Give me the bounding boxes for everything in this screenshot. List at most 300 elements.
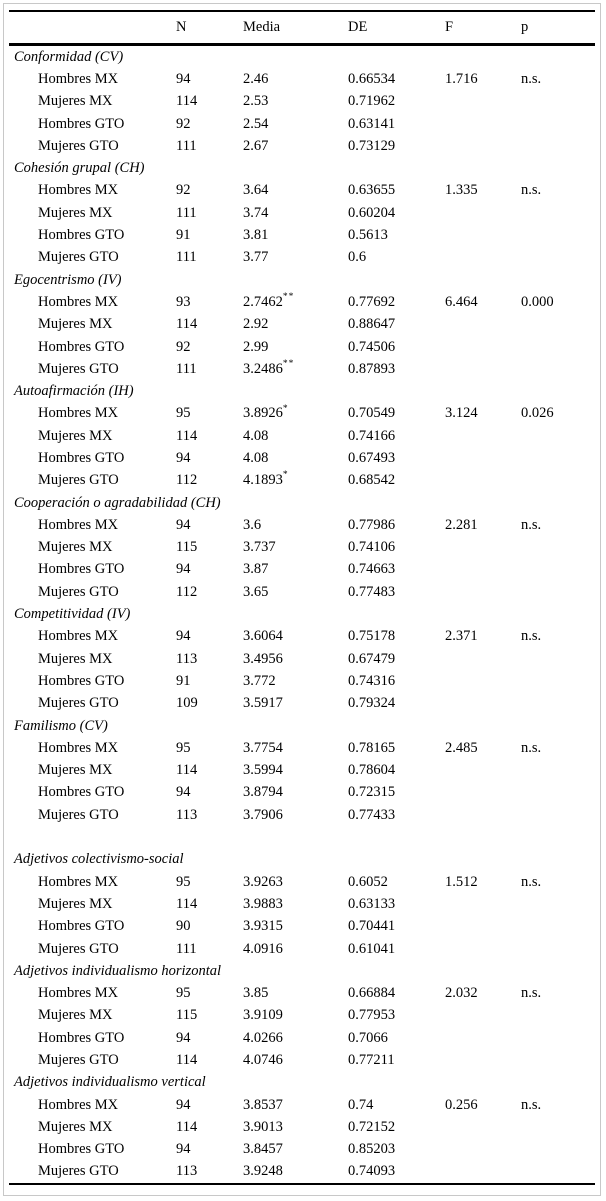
row-label: Hombres MX bbox=[38, 516, 119, 533]
n-value: 95 bbox=[176, 985, 191, 1002]
n-value: 95 bbox=[176, 405, 191, 422]
de-value: 0.75178 bbox=[348, 628, 396, 645]
f-value bbox=[445, 916, 521, 938]
data-row bbox=[9, 559, 595, 581]
row-label: Mujeres GTO bbox=[38, 695, 119, 712]
section-header-row bbox=[9, 157, 595, 179]
data-row bbox=[9, 336, 595, 358]
row-label: Hombres GTO bbox=[38, 115, 125, 132]
p-value: n.s. bbox=[521, 873, 542, 890]
row-label: Hombres MX bbox=[38, 405, 119, 422]
p-value bbox=[521, 1027, 595, 1049]
row-label: Mujeres MX bbox=[38, 539, 113, 556]
p-value: n.s. bbox=[521, 182, 542, 199]
f-value bbox=[445, 358, 521, 380]
media-number: 3.2486 bbox=[243, 360, 283, 377]
de-value: 0.74106 bbox=[348, 539, 396, 556]
media-value: 3.737 bbox=[243, 539, 276, 556]
row-label: Mujeres GTO bbox=[38, 137, 119, 154]
media-value: 3.9109 bbox=[243, 1007, 283, 1024]
f-value bbox=[445, 648, 521, 670]
f-value bbox=[445, 336, 521, 358]
col-header-f: F bbox=[445, 19, 454, 35]
row-label: Hombres MX bbox=[38, 985, 119, 1002]
row-label: Mujeres MX bbox=[38, 93, 113, 110]
spacer-cell bbox=[9, 826, 595, 848]
f-value bbox=[445, 693, 521, 715]
media-value: 3.9883 bbox=[243, 895, 283, 912]
row-label: Hombres MX bbox=[38, 1096, 119, 1113]
row-label: Mujeres MX bbox=[38, 895, 113, 912]
f-value bbox=[445, 1161, 521, 1184]
data-row bbox=[9, 135, 595, 157]
media-value: 4.08 bbox=[243, 427, 269, 444]
f-value bbox=[445, 425, 521, 447]
media-value: 3.77 bbox=[243, 249, 269, 266]
p-value bbox=[521, 893, 595, 915]
row-label: Mujeres GTO bbox=[38, 249, 119, 266]
f-value bbox=[445, 782, 521, 804]
data-row bbox=[9, 1139, 595, 1161]
row-label: Mujeres GTO bbox=[38, 583, 119, 600]
paper-table-figure bbox=[3, 3, 601, 1196]
de-value: 0.79324 bbox=[348, 695, 396, 712]
n-value: 94 bbox=[176, 1029, 191, 1046]
p-value bbox=[521, 760, 595, 782]
data-row bbox=[9, 247, 595, 269]
col-header-label bbox=[9, 11, 176, 45]
media-value: 3.85 bbox=[243, 985, 269, 1002]
de-value: 0.77986 bbox=[348, 516, 396, 533]
data-row bbox=[9, 1027, 595, 1049]
row-label: Mujeres GTO bbox=[38, 472, 119, 489]
de-value: 0.73129 bbox=[348, 137, 396, 154]
de-value: 0.71962 bbox=[348, 93, 396, 110]
media-value: 2.46 bbox=[243, 70, 269, 87]
data-row bbox=[9, 693, 595, 715]
f-value bbox=[445, 1027, 521, 1049]
data-row bbox=[9, 291, 595, 313]
data-row bbox=[9, 91, 595, 113]
table-body bbox=[9, 45, 595, 1185]
data-row bbox=[9, 1161, 595, 1184]
row-label: Mujeres MX bbox=[38, 650, 113, 667]
n-value: 113 bbox=[176, 650, 198, 667]
data-row bbox=[9, 68, 595, 90]
media-value: 3.6064 bbox=[243, 628, 283, 645]
n-value: 113 bbox=[176, 806, 198, 823]
f-value: 1.335 bbox=[445, 182, 478, 199]
n-value: 111 bbox=[176, 137, 197, 154]
data-row bbox=[9, 916, 595, 938]
n-value: 92 bbox=[176, 338, 191, 355]
f-value bbox=[445, 670, 521, 692]
f-value bbox=[445, 1116, 521, 1138]
row-label: Hombres GTO bbox=[38, 784, 125, 801]
p-value bbox=[521, 804, 595, 826]
p-value bbox=[521, 202, 595, 224]
media-value: 2.92 bbox=[243, 316, 269, 333]
media-value: 3.87 bbox=[243, 561, 269, 578]
data-row bbox=[9, 982, 595, 1004]
p-value bbox=[521, 247, 595, 269]
f-value: 2.485 bbox=[445, 739, 478, 756]
de-value: 0.72315 bbox=[348, 784, 396, 801]
p-value bbox=[521, 358, 595, 380]
data-row bbox=[9, 893, 595, 915]
n-value: 113 bbox=[176, 1163, 198, 1180]
data-row bbox=[9, 648, 595, 670]
f-value bbox=[445, 559, 521, 581]
p-value bbox=[521, 135, 595, 157]
f-value bbox=[445, 938, 521, 960]
section-header-row bbox=[9, 715, 595, 737]
p-value bbox=[521, 581, 595, 603]
section-title: Adjetivos individualismo vertical bbox=[14, 1074, 206, 1091]
media-value: 2.67 bbox=[243, 137, 269, 154]
media-value: 4.08 bbox=[243, 449, 269, 466]
media-value: 3.81 bbox=[243, 227, 269, 244]
de-value: 0.74663 bbox=[348, 561, 396, 578]
media-number: 2.7462 bbox=[243, 293, 283, 310]
col-header-n: N bbox=[176, 19, 187, 35]
de-value: 0.74506 bbox=[348, 338, 396, 355]
n-value: 90 bbox=[176, 918, 191, 935]
f-value: 1.716 bbox=[445, 70, 478, 87]
media-value: 3.8794 bbox=[243, 784, 283, 801]
f-value bbox=[445, 1005, 521, 1027]
data-row bbox=[9, 113, 595, 135]
de-value: 0.85203 bbox=[348, 1141, 396, 1158]
f-value bbox=[445, 760, 521, 782]
row-label: Hombres MX bbox=[38, 293, 119, 310]
p-value: n.s. bbox=[521, 70, 542, 87]
media-value: 3.64 bbox=[243, 182, 269, 199]
data-row bbox=[9, 1049, 595, 1071]
p-value bbox=[521, 91, 595, 113]
row-label: Mujeres GTO bbox=[38, 360, 119, 377]
row-label: Mujeres GTO bbox=[38, 940, 119, 957]
p-value bbox=[521, 1005, 595, 1027]
f-value bbox=[445, 581, 521, 603]
f-value: 3.124 bbox=[445, 405, 478, 422]
data-row bbox=[9, 202, 595, 224]
row-label: Hombres MX bbox=[38, 182, 119, 199]
section-title: Cooperación o agradabilidad (CH) bbox=[14, 494, 221, 511]
f-value bbox=[445, 537, 521, 559]
p-value: n.s. bbox=[521, 739, 542, 756]
row-label: Hombres GTO bbox=[38, 1029, 125, 1046]
row-label: Hombres GTO bbox=[38, 449, 125, 466]
data-row bbox=[9, 782, 595, 804]
row-label: Hombres GTO bbox=[38, 672, 125, 689]
media-value bbox=[243, 291, 348, 313]
section-header-row bbox=[9, 380, 595, 402]
row-label: Mujeres MX bbox=[38, 1118, 113, 1135]
de-value: 0.77211 bbox=[348, 1052, 395, 1068]
de-value: 0.6 bbox=[348, 249, 367, 266]
n-value: 92 bbox=[176, 115, 191, 132]
data-row bbox=[9, 737, 595, 759]
n-value: 111 bbox=[176, 360, 197, 377]
p-value bbox=[521, 648, 595, 670]
f-value bbox=[445, 1049, 521, 1071]
f-value bbox=[445, 202, 521, 224]
p-value: 0.026 bbox=[521, 405, 554, 422]
data-row bbox=[9, 581, 595, 603]
row-label: Mujeres MX bbox=[38, 427, 113, 444]
n-value: 94 bbox=[176, 70, 191, 87]
f-value bbox=[445, 113, 521, 135]
col-header-media: Media bbox=[243, 19, 281, 35]
n-value: 92 bbox=[176, 182, 191, 199]
p-value bbox=[521, 1116, 595, 1138]
media-number: 3.8926 bbox=[243, 405, 283, 422]
row-label: Mujeres MX bbox=[38, 204, 113, 221]
section-title: Adjetivos individualismo horizontal bbox=[14, 962, 222, 979]
header-row bbox=[9, 11, 595, 45]
significance-marker: * bbox=[282, 403, 289, 414]
media-value: 3.6 bbox=[243, 516, 262, 533]
f-value: 0.256 bbox=[445, 1096, 478, 1113]
row-label: Hombres MX bbox=[38, 873, 119, 890]
data-row bbox=[9, 537, 595, 559]
p-value: n.s. bbox=[521, 628, 542, 645]
p-value bbox=[521, 113, 595, 135]
f-value bbox=[445, 314, 521, 336]
p-value bbox=[521, 314, 595, 336]
media-value: 3.65 bbox=[243, 583, 269, 600]
media-value: 2.54 bbox=[243, 115, 269, 132]
p-value bbox=[521, 1049, 595, 1071]
p-value bbox=[521, 670, 595, 692]
data-row bbox=[9, 871, 595, 893]
de-value: 0.68542 bbox=[348, 472, 396, 489]
f-value bbox=[445, 135, 521, 157]
section-title: Autoafirmación (IH) bbox=[14, 383, 134, 400]
p-value bbox=[521, 938, 595, 960]
n-value: 114 bbox=[176, 427, 198, 444]
f-value: 2.371 bbox=[445, 628, 478, 645]
section-title: Conformidad (CV) bbox=[14, 48, 124, 65]
de-value: 0.77483 bbox=[348, 583, 396, 600]
de-value: 0.77692 bbox=[348, 293, 396, 310]
data-row bbox=[9, 358, 595, 380]
p-value bbox=[521, 782, 595, 804]
f-value bbox=[445, 1139, 521, 1161]
p-value bbox=[521, 537, 595, 559]
de-value: 0.70441 bbox=[348, 918, 396, 935]
de-value: 0.63133 bbox=[348, 895, 396, 912]
row-label: Hombres GTO bbox=[38, 561, 125, 578]
data-row bbox=[9, 1094, 595, 1116]
data-row bbox=[9, 514, 595, 536]
data-row bbox=[9, 180, 595, 202]
data-row bbox=[9, 447, 595, 469]
significance-marker: ** bbox=[282, 292, 295, 303]
media-value bbox=[243, 403, 348, 425]
media-value: 3.9013 bbox=[243, 1118, 283, 1135]
p-value: n.s. bbox=[521, 985, 542, 1002]
de-value: 0.78165 bbox=[348, 739, 396, 756]
n-value: 112 bbox=[176, 472, 198, 489]
col-header-p: p bbox=[521, 19, 529, 35]
media-value: 3.9263 bbox=[243, 873, 283, 890]
n-value: 114 bbox=[176, 1118, 198, 1135]
row-label: Mujeres MX bbox=[38, 1007, 113, 1024]
n-value: 111 bbox=[176, 249, 197, 266]
f-value: 2.281 bbox=[445, 516, 478, 533]
significance-marker: * bbox=[282, 470, 289, 481]
media-value: 3.7754 bbox=[243, 739, 283, 756]
section-title: Cohesión grupal (CH) bbox=[14, 160, 145, 177]
n-value: 114 bbox=[176, 316, 198, 333]
de-value: 0.6052 bbox=[348, 873, 388, 890]
de-value: 0.60204 bbox=[348, 204, 396, 221]
f-value bbox=[445, 247, 521, 269]
media-value: 4.0266 bbox=[243, 1029, 283, 1046]
section-title: Adjetivos colectivismo-social bbox=[14, 851, 184, 868]
row-label: Mujeres MX bbox=[38, 316, 113, 333]
de-value: 0.7066 bbox=[348, 1029, 388, 1046]
p-value: n.s. bbox=[521, 516, 542, 533]
de-value: 0.66884 bbox=[348, 985, 396, 1002]
f-value bbox=[445, 470, 521, 492]
de-value: 0.74 bbox=[348, 1096, 374, 1113]
media-value: 3.8457 bbox=[243, 1141, 283, 1158]
spacer-row bbox=[9, 826, 595, 848]
section-header-row bbox=[9, 269, 595, 291]
media-value: 2.99 bbox=[243, 338, 269, 355]
f-value: 1.512 bbox=[445, 873, 478, 890]
media-value: 3.4956 bbox=[243, 650, 283, 667]
de-value: 0.77433 bbox=[348, 806, 396, 823]
media-value: 3.9315 bbox=[243, 918, 283, 935]
de-value: 0.70549 bbox=[348, 405, 396, 422]
de-value: 0.74316 bbox=[348, 672, 396, 689]
n-value: 94 bbox=[176, 784, 191, 801]
media-value: 2.53 bbox=[243, 93, 269, 110]
n-value: 114 bbox=[176, 762, 198, 779]
n-value: 94 bbox=[176, 1096, 191, 1113]
media-value bbox=[243, 470, 348, 492]
de-value: 0.78604 bbox=[348, 762, 396, 779]
section-header-row bbox=[9, 849, 595, 871]
n-value: 93 bbox=[176, 293, 191, 310]
de-value: 0.77953 bbox=[348, 1007, 396, 1024]
section-header-row bbox=[9, 1072, 595, 1094]
data-row bbox=[9, 938, 595, 960]
f-value bbox=[445, 893, 521, 915]
p-value bbox=[521, 1161, 595, 1184]
row-label: Hombres GTO bbox=[38, 1141, 125, 1158]
data-row bbox=[9, 425, 595, 447]
de-value: 0.72152 bbox=[348, 1118, 396, 1135]
media-value: 3.9248 bbox=[243, 1163, 283, 1180]
p-value bbox=[521, 559, 595, 581]
data-row bbox=[9, 403, 595, 425]
f-value bbox=[445, 804, 521, 826]
row-label: Hombres MX bbox=[38, 628, 119, 645]
de-value: 0.88647 bbox=[348, 316, 396, 333]
media-value: 3.7906 bbox=[243, 806, 283, 823]
p-value bbox=[521, 425, 595, 447]
n-value: 91 bbox=[176, 672, 191, 689]
n-value: 114 bbox=[176, 93, 198, 110]
row-label: Hombres GTO bbox=[38, 227, 125, 244]
f-value: 6.464 bbox=[445, 293, 478, 310]
p-value: n.s. bbox=[521, 1096, 542, 1113]
data-row bbox=[9, 470, 595, 492]
data-row bbox=[9, 626, 595, 648]
row-label: Mujeres GTO bbox=[38, 1163, 119, 1180]
de-value: 0.74093 bbox=[348, 1163, 396, 1180]
f-value bbox=[445, 91, 521, 113]
n-value: 114 bbox=[176, 895, 198, 912]
de-value: 0.74166 bbox=[348, 427, 396, 444]
media-value bbox=[243, 358, 348, 380]
data-row bbox=[9, 670, 595, 692]
data-row bbox=[9, 760, 595, 782]
media-value: 3.8537 bbox=[243, 1096, 283, 1113]
n-value: 94 bbox=[176, 628, 191, 645]
row-label: Hombres MX bbox=[38, 70, 119, 87]
significance-marker: ** bbox=[282, 358, 295, 369]
section-header-row bbox=[9, 45, 595, 69]
section-header-row bbox=[9, 960, 595, 982]
section-header-row bbox=[9, 492, 595, 514]
data-row bbox=[9, 224, 595, 246]
n-value: 94 bbox=[176, 516, 191, 533]
media-value: 3.5994 bbox=[243, 762, 283, 779]
row-label: Hombres MX bbox=[38, 739, 119, 756]
row-label: Mujeres GTO bbox=[38, 806, 119, 823]
p-value bbox=[521, 224, 595, 246]
media-value: 4.0746 bbox=[243, 1052, 283, 1068]
n-value: 109 bbox=[176, 695, 198, 712]
f-value: 2.032 bbox=[445, 985, 478, 1002]
n-value: 94 bbox=[176, 1141, 191, 1158]
col-header-de: DE bbox=[348, 19, 368, 35]
section-header-row bbox=[9, 603, 595, 625]
n-value: 114 bbox=[176, 1052, 198, 1068]
section-title: Egocentrismo (IV) bbox=[14, 271, 122, 288]
section-title: Familismo (CV) bbox=[14, 717, 108, 734]
n-value: 91 bbox=[176, 227, 191, 244]
n-value: 112 bbox=[176, 583, 198, 600]
media-number: 4.1893 bbox=[243, 472, 283, 489]
n-value: 95 bbox=[176, 739, 191, 756]
row-label: Hombres GTO bbox=[38, 338, 125, 355]
media-value: 4.0916 bbox=[243, 940, 283, 957]
de-value: 0.63141 bbox=[348, 115, 396, 132]
row-label: Mujeres GTO bbox=[38, 1052, 119, 1068]
de-value: 0.61041 bbox=[348, 940, 396, 957]
de-value: 0.67479 bbox=[348, 650, 396, 667]
data-row bbox=[9, 804, 595, 826]
de-value: 0.67493 bbox=[348, 449, 396, 466]
media-value: 3.772 bbox=[243, 672, 276, 689]
f-value bbox=[445, 447, 521, 469]
row-label: Hombres GTO bbox=[38, 918, 125, 935]
n-value: 94 bbox=[176, 561, 191, 578]
p-value bbox=[521, 693, 595, 715]
de-value: 0.66534 bbox=[348, 70, 396, 87]
n-value: 115 bbox=[176, 1007, 198, 1024]
p-value bbox=[521, 916, 595, 938]
statistics-table bbox=[9, 10, 595, 1185]
section-title: Competitividad (IV) bbox=[14, 606, 131, 623]
